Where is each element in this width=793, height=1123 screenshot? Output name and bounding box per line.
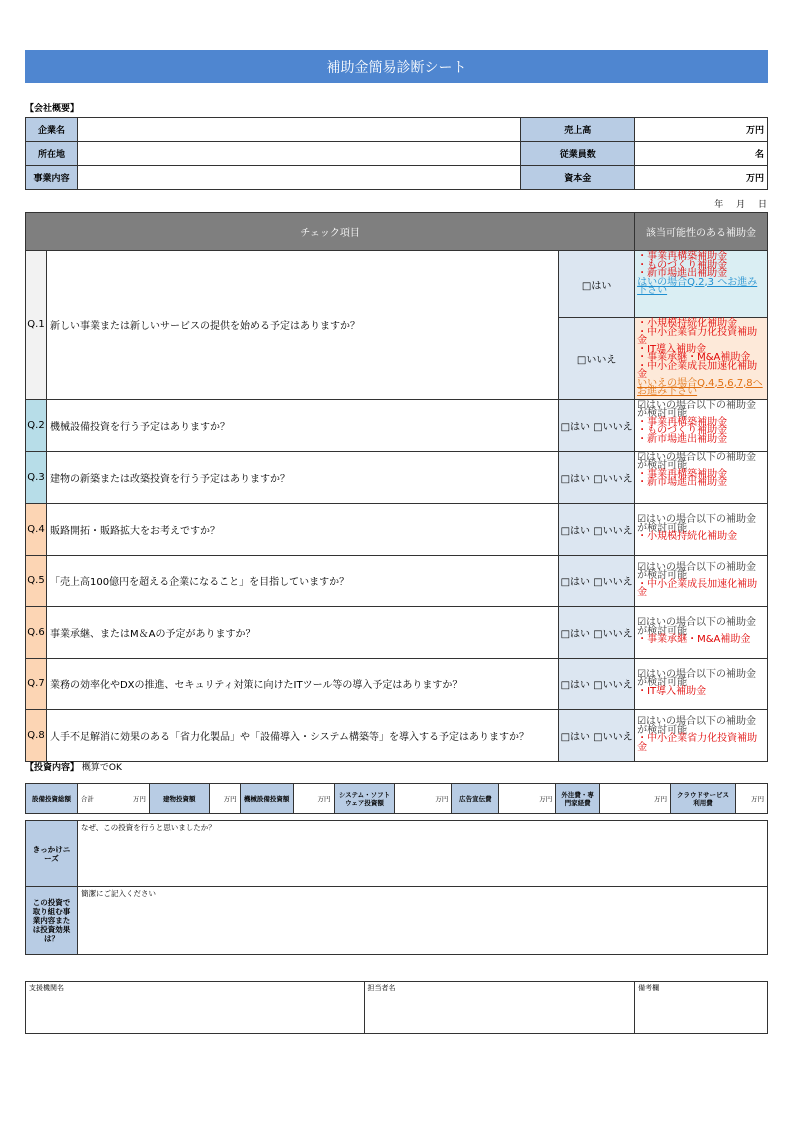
subsidy-note: ☑はいの場合以下の補助金が検討可能	[637, 451, 757, 471]
question-text: 建物の新築または改築投資を行う予定はありますか？	[46, 451, 558, 503]
unit-label: 万円	[435, 795, 449, 803]
sales-label: 売上高	[521, 118, 635, 142]
ad-cost-label: 広告宣伝費	[452, 784, 499, 814]
effect-row	[26, 887, 768, 955]
needs-prompt: なぜ、この投資を行うと思いましたか？	[80, 823, 216, 832]
yes-no-checkbox[interactable]: □はい □いいえ	[559, 658, 635, 709]
check-header-row	[26, 213, 768, 251]
subsidy-item: ・中小企業省力化投資補助金	[637, 326, 758, 346]
subsidy-item: ・新市場進出補助金	[637, 433, 728, 445]
q1-no-subsidies	[635, 318, 768, 400]
invest-row	[26, 784, 768, 814]
subsidy-note: ☑はいの場合以下の補助金が検討可能	[637, 514, 757, 534]
subsidy-item: ・小規模持続化補助金	[637, 531, 738, 543]
address-field[interactable]	[77, 142, 520, 166]
machine-invest-field[interactable]	[293, 784, 334, 814]
question-number: Q.4	[26, 503, 47, 555]
yes-no-checkbox[interactable]: □はい □いいえ	[559, 606, 635, 658]
question-text: 機械設備投資を行う予定はありますか？	[46, 399, 558, 451]
invest-section-label: 【投資内容】	[25, 763, 80, 773]
total-invest-field[interactable]	[77, 784, 149, 814]
subsidy-item: ・ものづくり補助金	[637, 259, 728, 271]
subsidy-item: ・中小企業成長加速化補助金	[637, 578, 758, 598]
machine-invest-label: 機械設備投資額	[240, 784, 293, 814]
question-number: Q.2	[26, 399, 47, 451]
company-row	[26, 166, 768, 190]
yes-no-checkbox[interactable]: □はい □いいえ	[559, 503, 635, 555]
company-row	[26, 142, 768, 166]
subsidy-item: ・IT導入補助金	[637, 343, 707, 355]
subsidy-cell	[635, 709, 768, 761]
invest-table	[25, 783, 768, 814]
question-number: Q.5	[26, 555, 47, 606]
outsource-cost-field[interactable]	[600, 784, 671, 814]
subsidy-note: ☑はいの場合以下の補助金が検討可能	[637, 399, 757, 419]
system-invest-field[interactable]	[395, 784, 452, 814]
invest-section-note: 概算でOK	[81, 763, 122, 773]
yes-no-checkbox[interactable]: □はい □いいえ	[559, 555, 635, 606]
outsource-cost-label: 外注費・専門家経費	[556, 784, 600, 814]
subsidy-item: ・新市場進出補助金	[637, 477, 728, 488]
needs-field[interactable]	[77, 821, 767, 887]
question-row	[26, 658, 768, 709]
address-label: 所在地	[26, 142, 78, 166]
question-number: Q.8	[26, 709, 47, 761]
business-field[interactable]	[77, 166, 520, 190]
subsidy-note: ☑はいの場合以下の補助金が検討可能	[637, 561, 757, 581]
question-text: 販路開拓・販路拡大をお考えですか？	[46, 503, 558, 555]
subsidy-item: ・IT導入補助金	[637, 685, 707, 697]
needs-row	[26, 821, 768, 887]
subsidy-note: ☑はいの場合以下の補助金が検討可能	[637, 716, 757, 736]
check-header-subsidy: 該当可能性のある補助金	[635, 213, 768, 251]
date-line[interactable]: 年 月 日	[714, 200, 767, 210]
subsidy-item: ・事業再構築補助金	[637, 416, 728, 428]
unit-label: 万円	[539, 795, 553, 803]
subsidy-cell	[635, 451, 768, 503]
question-text: 事業承継、またはM＆Aの予定がありますか？	[46, 606, 558, 658]
question-row	[26, 451, 768, 503]
q1-number: Q.1	[26, 251, 47, 400]
needs-table	[25, 820, 768, 955]
question-row	[26, 399, 768, 451]
remarks-field[interactable]	[635, 982, 768, 1034]
yes-no-checkbox[interactable]: □はい □いいえ	[559, 709, 635, 761]
q1-yes-link[interactable]: はいの場合Q.2,3 へお進み下さい	[637, 276, 758, 296]
check-table	[25, 212, 768, 762]
remarks-label: 備考欄	[638, 984, 660, 992]
subsidy-cell	[635, 555, 768, 606]
subsidy-item: ・中小企業省力化投資補助金	[637, 733, 758, 753]
company-name-field[interactable]	[77, 118, 520, 142]
total-invest-label: 設備投資総額	[26, 784, 78, 814]
question-number: Q.3	[26, 451, 47, 503]
subsidy-note: ☑はいの場合以下の補助金が検討可能	[637, 617, 757, 637]
question-row	[26, 606, 768, 658]
subsidy-item: ・事業承継・M&A補助金	[637, 634, 751, 646]
sales-field[interactable]: 万円	[635, 118, 768, 142]
company-table	[25, 117, 768, 190]
footer-table	[25, 981, 768, 1034]
subsidy-note: ☑はいの場合以下の補助金が検討可能	[637, 668, 757, 689]
subsidy-item: ・新市場進出補助金	[637, 268, 728, 279]
yes-no-checkbox[interactable]: □はい □いいえ	[559, 399, 635, 451]
question-row	[26, 503, 768, 555]
capital-field[interactable]: 万円	[635, 166, 768, 190]
page-title: 補助金簡易診断シート	[25, 50, 768, 83]
subsidy-item: ・ものづくり補助金	[637, 425, 728, 436]
company-row	[26, 118, 768, 142]
question-number: Q.6	[26, 606, 47, 658]
unit-label: 万円	[223, 795, 237, 803]
business-label: 事業内容	[26, 166, 78, 190]
yes-no-checkbox[interactable]: □はい □いいえ	[559, 451, 635, 503]
person-label: 担当者名	[367, 984, 396, 992]
question-text: 「売上高100億円を超える企業になること」を目指していますか？	[46, 555, 558, 606]
q1-text: 新しい事業または新しいサービスの提供を始める予定はありますか？	[46, 251, 558, 400]
company-section-label: 【会社概要】	[25, 104, 80, 114]
unit-label: 万円	[317, 795, 331, 803]
ad-cost-field[interactable]	[499, 784, 556, 814]
q1-yes-subsidies	[635, 251, 768, 318]
q1-no-checkbox[interactable]: □いいえ	[559, 318, 635, 400]
subsidy-item: ・事業承継・M&A補助金	[637, 352, 751, 363]
needs-label: きっかけニーズ	[26, 821, 78, 887]
person-field[interactable]	[364, 982, 635, 1034]
support-org-label: 支援機関名	[29, 984, 64, 992]
footer-row	[26, 982, 768, 1034]
capital-label: 資本金	[521, 166, 635, 190]
effect-label: この投資で取り組む事業内容または投資効果は？	[26, 887, 78, 955]
employees-label: 従業員数	[521, 142, 635, 166]
company-name-label: 企業名	[26, 118, 78, 142]
question-number: Q.7	[26, 658, 47, 709]
q1-yes-checkbox[interactable]: □はい	[559, 251, 635, 318]
invest-section-header	[25, 760, 122, 773]
cloud-cost-field[interactable]	[735, 784, 767, 814]
effect-field[interactable]	[77, 887, 767, 955]
subsidy-cell	[635, 503, 768, 555]
subsidy-item: ・事業再構築補助金	[637, 251, 728, 262]
employees-field[interactable]: 名	[635, 142, 768, 166]
q1-no-link[interactable]: いいえの場合Q.4,5,6,7,8へお進み下さい	[637, 377, 763, 397]
unit-label: 万円	[654, 795, 668, 803]
subsidy-item: ・中小企業成長加速化補助金	[637, 360, 758, 380]
building-invest-field[interactable]	[209, 784, 240, 814]
q1-yes-row	[26, 251, 768, 318]
subsidy-cell	[635, 658, 768, 709]
check-header-item: チェック項目	[26, 213, 635, 251]
unit-label: 万円	[132, 795, 146, 803]
unit-label: 万円	[751, 795, 764, 803]
subsidy-cell	[635, 399, 768, 451]
building-invest-label: 建物投資額	[149, 784, 209, 814]
subsidy-cell	[635, 606, 768, 658]
question-row	[26, 555, 768, 606]
question-text: 業務の効率化やDXの推進、セキュリティ対策に向けたITツール等の導入予定はありますか？	[46, 658, 558, 709]
question-row	[26, 709, 768, 761]
support-org-field[interactable]	[26, 982, 365, 1034]
question-text: 人手不足解消に効果のある「省力化製品」や「設備導入・システム構築等」を導入する予定はありますか？	[46, 709, 558, 761]
subsidy-item: ・事業再構築補助金	[637, 468, 728, 480]
cloud-cost-label: クラウドサービス利用費	[671, 784, 736, 814]
subsidy-item: ・小規模持続化補助金	[637, 318, 738, 329]
effect-prompt: 簡潔にご記入ください	[80, 889, 156, 898]
system-invest-label: システム・ソフトウェア投資額	[334, 784, 395, 814]
total-prefix: 合計	[80, 795, 94, 803]
